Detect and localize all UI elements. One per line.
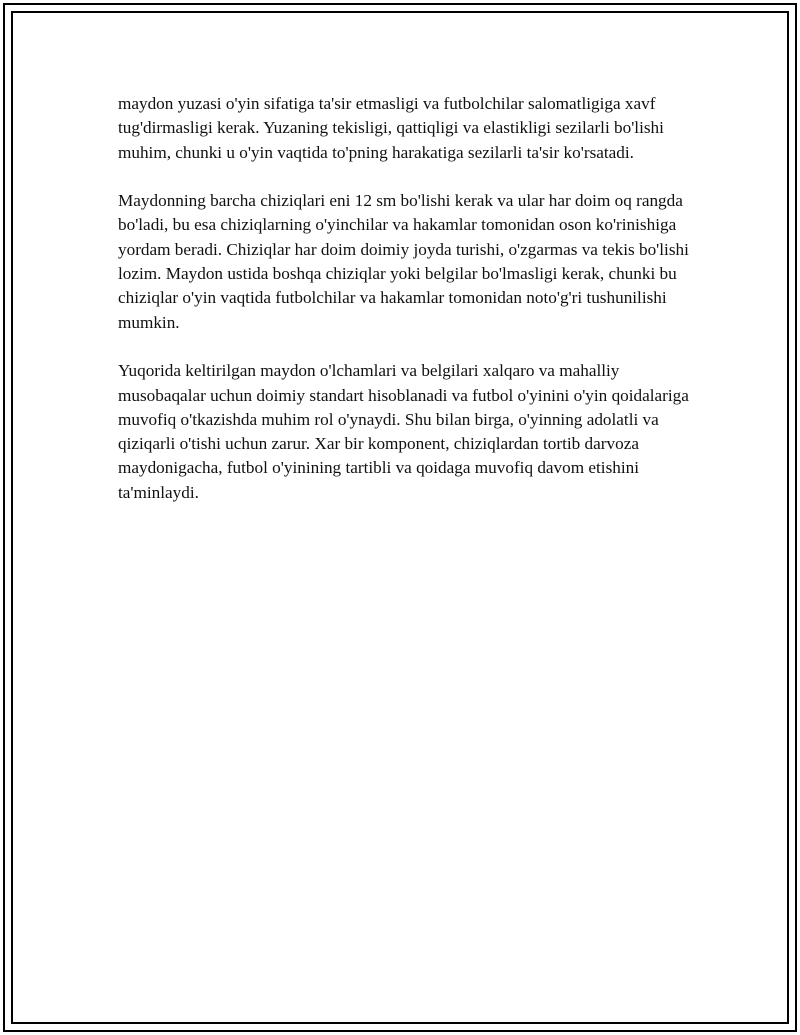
paragraph-conclusion: Yuqorida keltirilgan maydon o'lchamlari va belgilari xalqaro va mahalliy musobaqalar uchun doimiy standart hisoblanadi va futbol o'yinini o'yin qoidalariga muvofiq o'tkazishda muhim rol o'ynaydi. Shu bilan birga, o'yinning adolatli va qiziqarli o'tishi uchun zarur. Xar bir komponent, chiziqlardan tortib darvoza maydonigacha, futbol o'yinining tartibli va qoidaga muvofiq davom etishini ta'minlaydi.	[118, 361, 689, 502]
paragraph-field-surface: maydon yuzasi o'yin sifatiga ta'sir etmasligi va futbolchilar salomatligiga xavf tug'dirmasligi kerak. Yuzaning tekisligi, qattiqligi va elastikligi sezilarli bo'lishi muhim, chunki u o'yin vaqtida to'pning harakatiga sezilarli ta'sir ko'rsatadi.	[118, 94, 664, 162]
paragraph-field-lines: Maydonning barcha chiziqlari eni 12 sm bo'lishi kerak va ular har doim oq rangda bo'ladi, bu esa chiziqlarning o'yinchilar va hakamlar tomonidan oson ko'rinishiga yordam beradi. Chiziqlar har doim doimiy joyda turishi, o'zgarmas va tekis bo'lishi lozim. Maydon ustida boshqa chiziqlar yoki belgilar bo'lmasligi kerak, chunki bu chiziqlar o'yin vaqtida futbolchilar va hakamlar tomonidan noto'g'ri tushunilishi mumkin.	[118, 191, 689, 332]
document-body	[118, 92, 698, 505]
